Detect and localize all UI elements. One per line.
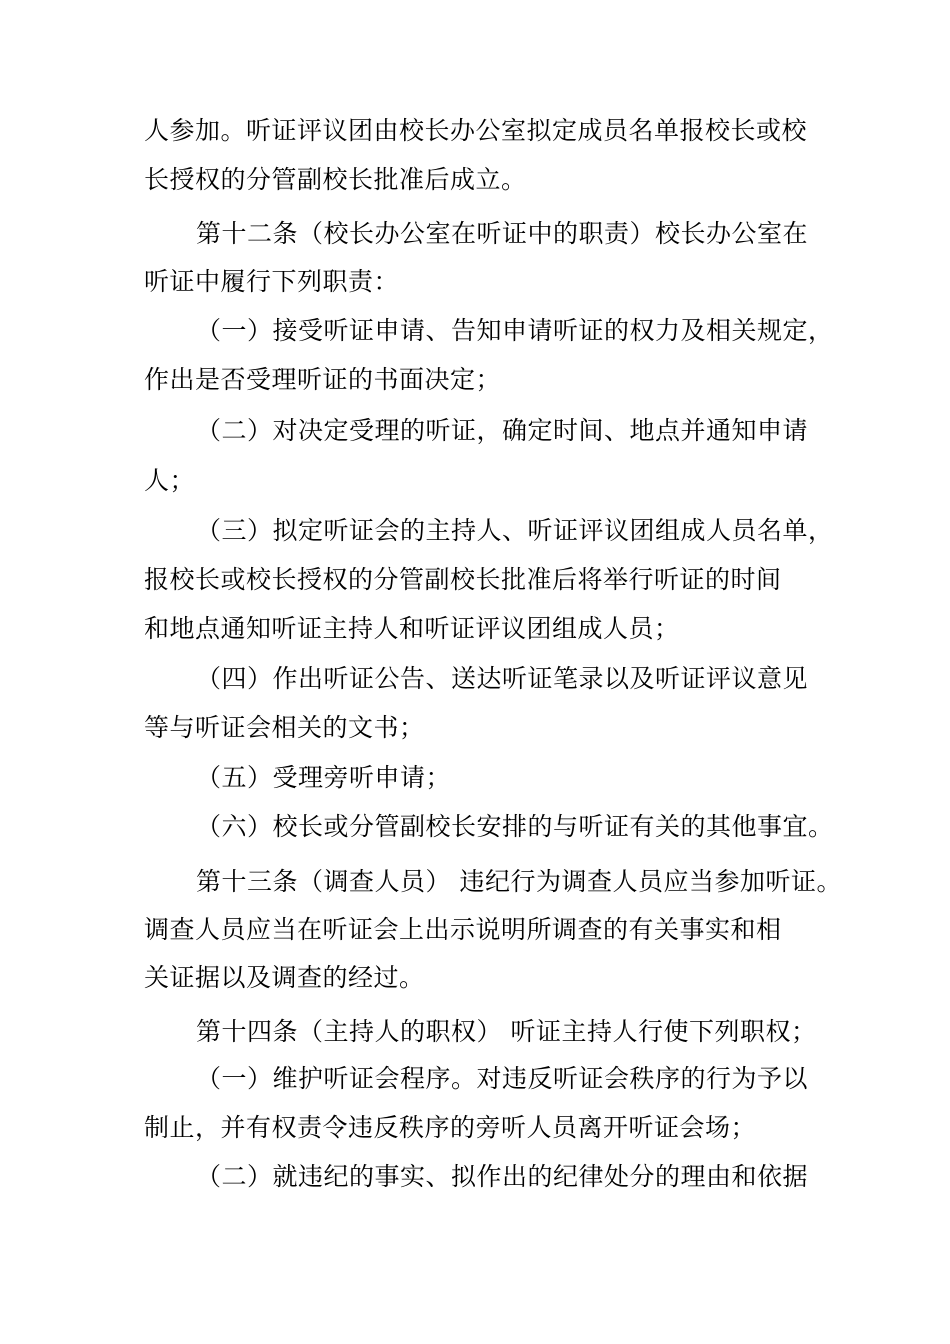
list-item: （五）受理旁听申请； [196, 763, 452, 792]
text-line: 和地点通知听证主持人和听证评议团组成人员； [144, 614, 680, 643]
text-line: 报校长或校长授权的分管副校长批准后将举行听证的时间 [144, 565, 782, 594]
list-item: （三）拟定听证会的主持人、听证评议团组成人员名单， [196, 516, 834, 545]
list-item: （一）接受听证申请、告知申请听证的权力及相关规定， [196, 316, 834, 345]
article-14-heading: 第十四条（主持人的职权） 听证主持人行使下列职权； [196, 1017, 817, 1046]
text-line: 等与听证会相关的文书； [144, 713, 425, 742]
text-line: 人参加。听证评议团由校长办公室拟定成员名单报校长或校 [144, 116, 808, 145]
list-item: （二）就违纪的事实、拟作出的纪律处分的理由和依据 [196, 1162, 809, 1191]
article-13-heading: 第十三条（调查人员） 违纪行为调查人员应当参加听证。 [196, 867, 842, 896]
text-line: 作出是否受理听证的书面决定； [144, 365, 502, 394]
text-line: 听证中履行下列职责： [144, 267, 400, 296]
text-line: 调查人员应当在听证会上出示说明所调查的有关事实和相 [144, 915, 782, 944]
text-line: 制止，并有权责令违反秩序的旁听人员离开听证会场； [144, 1113, 757, 1142]
list-item: （二）对决定受理的听证，确定时间、地点并通知申请 [196, 416, 809, 445]
article-12-heading: 第十二条（校长办公室在听证中的职责）校长办公室在 [196, 219, 809, 248]
text-line: 人； [144, 466, 196, 495]
text-line: 关证据以及调查的经过。 [144, 963, 425, 992]
text-line: 长授权的分管副校长批准后成立。 [144, 165, 527, 194]
list-item: （六）校长或分管副校长安排的与听证有关的其他事宜。 [196, 812, 834, 841]
list-item: （一）维护听证会程序。对违反听证会秩序的行为予以 [196, 1064, 809, 1093]
list-item: （四）作出听证公告、送达听证笔录以及听证评议意见 [196, 664, 809, 693]
